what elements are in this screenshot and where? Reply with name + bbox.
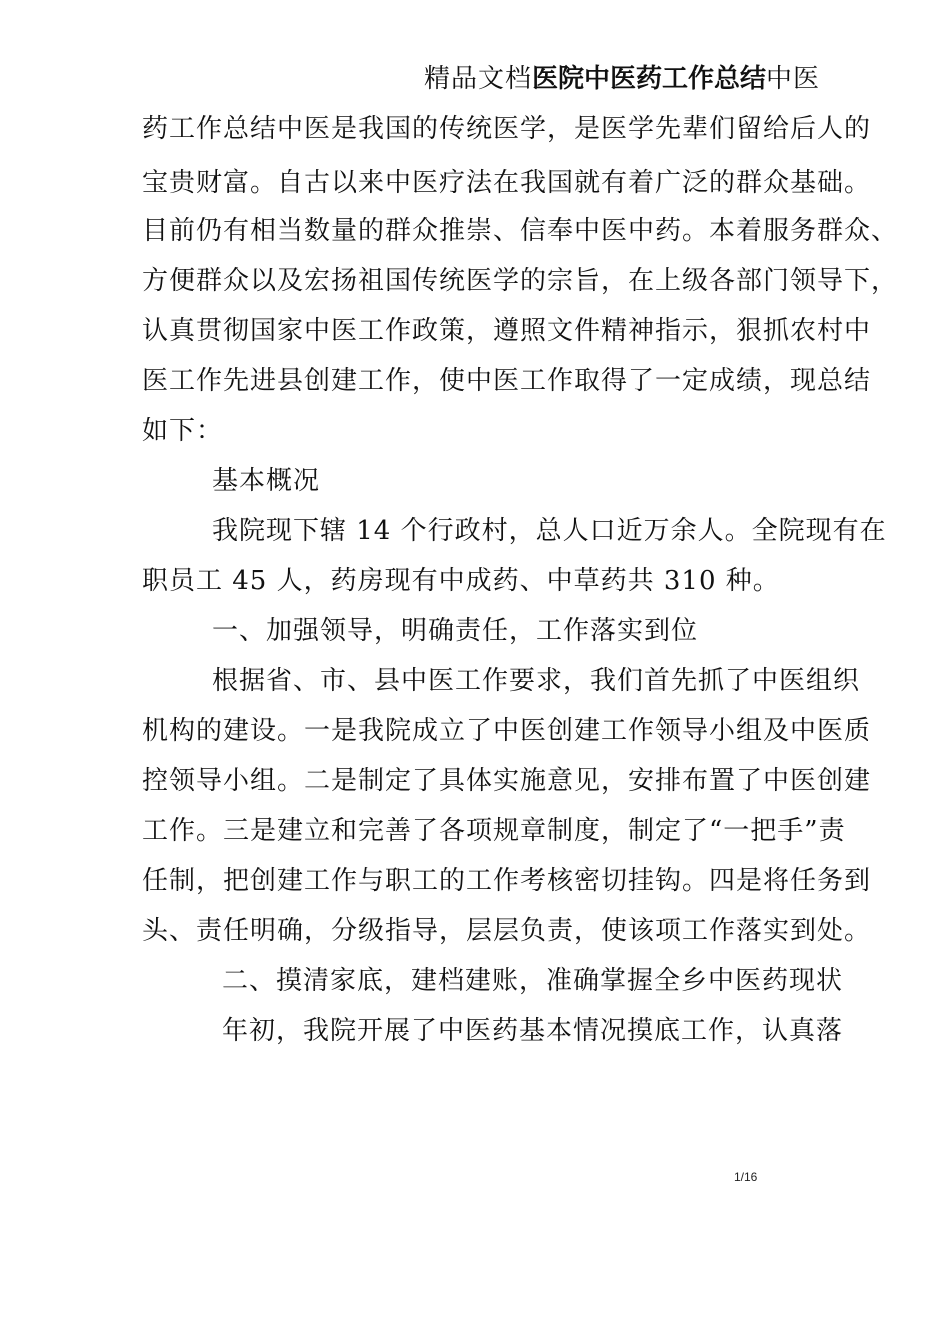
body-line: 根据省、市、县中医工作要求，我们首先抓了中医组织 <box>212 666 861 696</box>
section-heading: 基本概况 <box>212 466 321 496</box>
body-line: 如下： <box>142 416 224 446</box>
body-line: 宝贵财富。自古以来中医疗法在我国就有着广泛的群众基础。 <box>142 168 872 198</box>
body-line: 医工作先进县创建工作，使中医工作取得了一定成绩，现总结 <box>142 366 872 396</box>
body-line: 控领导小组。二是制定了具体实施意见，安排布置了中医创建 <box>142 766 872 796</box>
section-heading: 一、加强领导，明确责任，工作落实到位 <box>212 616 699 646</box>
body-line: 方便群众以及宏扬祖国传统医学的宗旨，在上级各部门领导下， <box>142 266 899 296</box>
header-suffix: 中医 <box>766 64 821 94</box>
body-line: 年初，我院开展了中医药基本情况摸底工作，认真落 <box>222 1016 844 1046</box>
body-line: 任制，把创建工作与职工的工作考核密切挂钩。四是将任务到 <box>142 866 872 896</box>
body-line: 工作。三是建立和完善了各项规章制度，制定了“一把手”责 <box>142 816 846 846</box>
document-title: 医院中医药工作总结 <box>532 64 767 94</box>
body-line: 机构的建设。一是我院成立了中医创建工作领导小组及中医质 <box>142 716 872 746</box>
body-line: 我院现下辖 14 个行政村，总人口近万余人。全院现有在 <box>212 516 887 546</box>
body-line: 认真贯彻国家中医工作政策，遵照文件精神指示，狠抓农村中 <box>142 316 872 346</box>
section-heading: 二、摸清家底，建档建账，准确掌握全乡中医药现状 <box>222 966 844 996</box>
header-prefix: 精品文档 <box>424 64 533 94</box>
body-line: 职员工 45 人，药房现有中成药、中草药共 310 种。 <box>142 566 780 596</box>
body-line: 头、责任明确，分级指导，层层负责，使该项工作落实到处。 <box>142 916 872 946</box>
page-number: 1/16 <box>734 1170 758 1184</box>
body-line: 目前仍有相当数量的群众推崇、信奉中医中药。本着服务群众、 <box>142 216 899 246</box>
header-line <box>424 62 820 96</box>
body-line: 药工作总结中医是我国的传统医学，是医学先辈们留给后人的 <box>142 114 872 144</box>
